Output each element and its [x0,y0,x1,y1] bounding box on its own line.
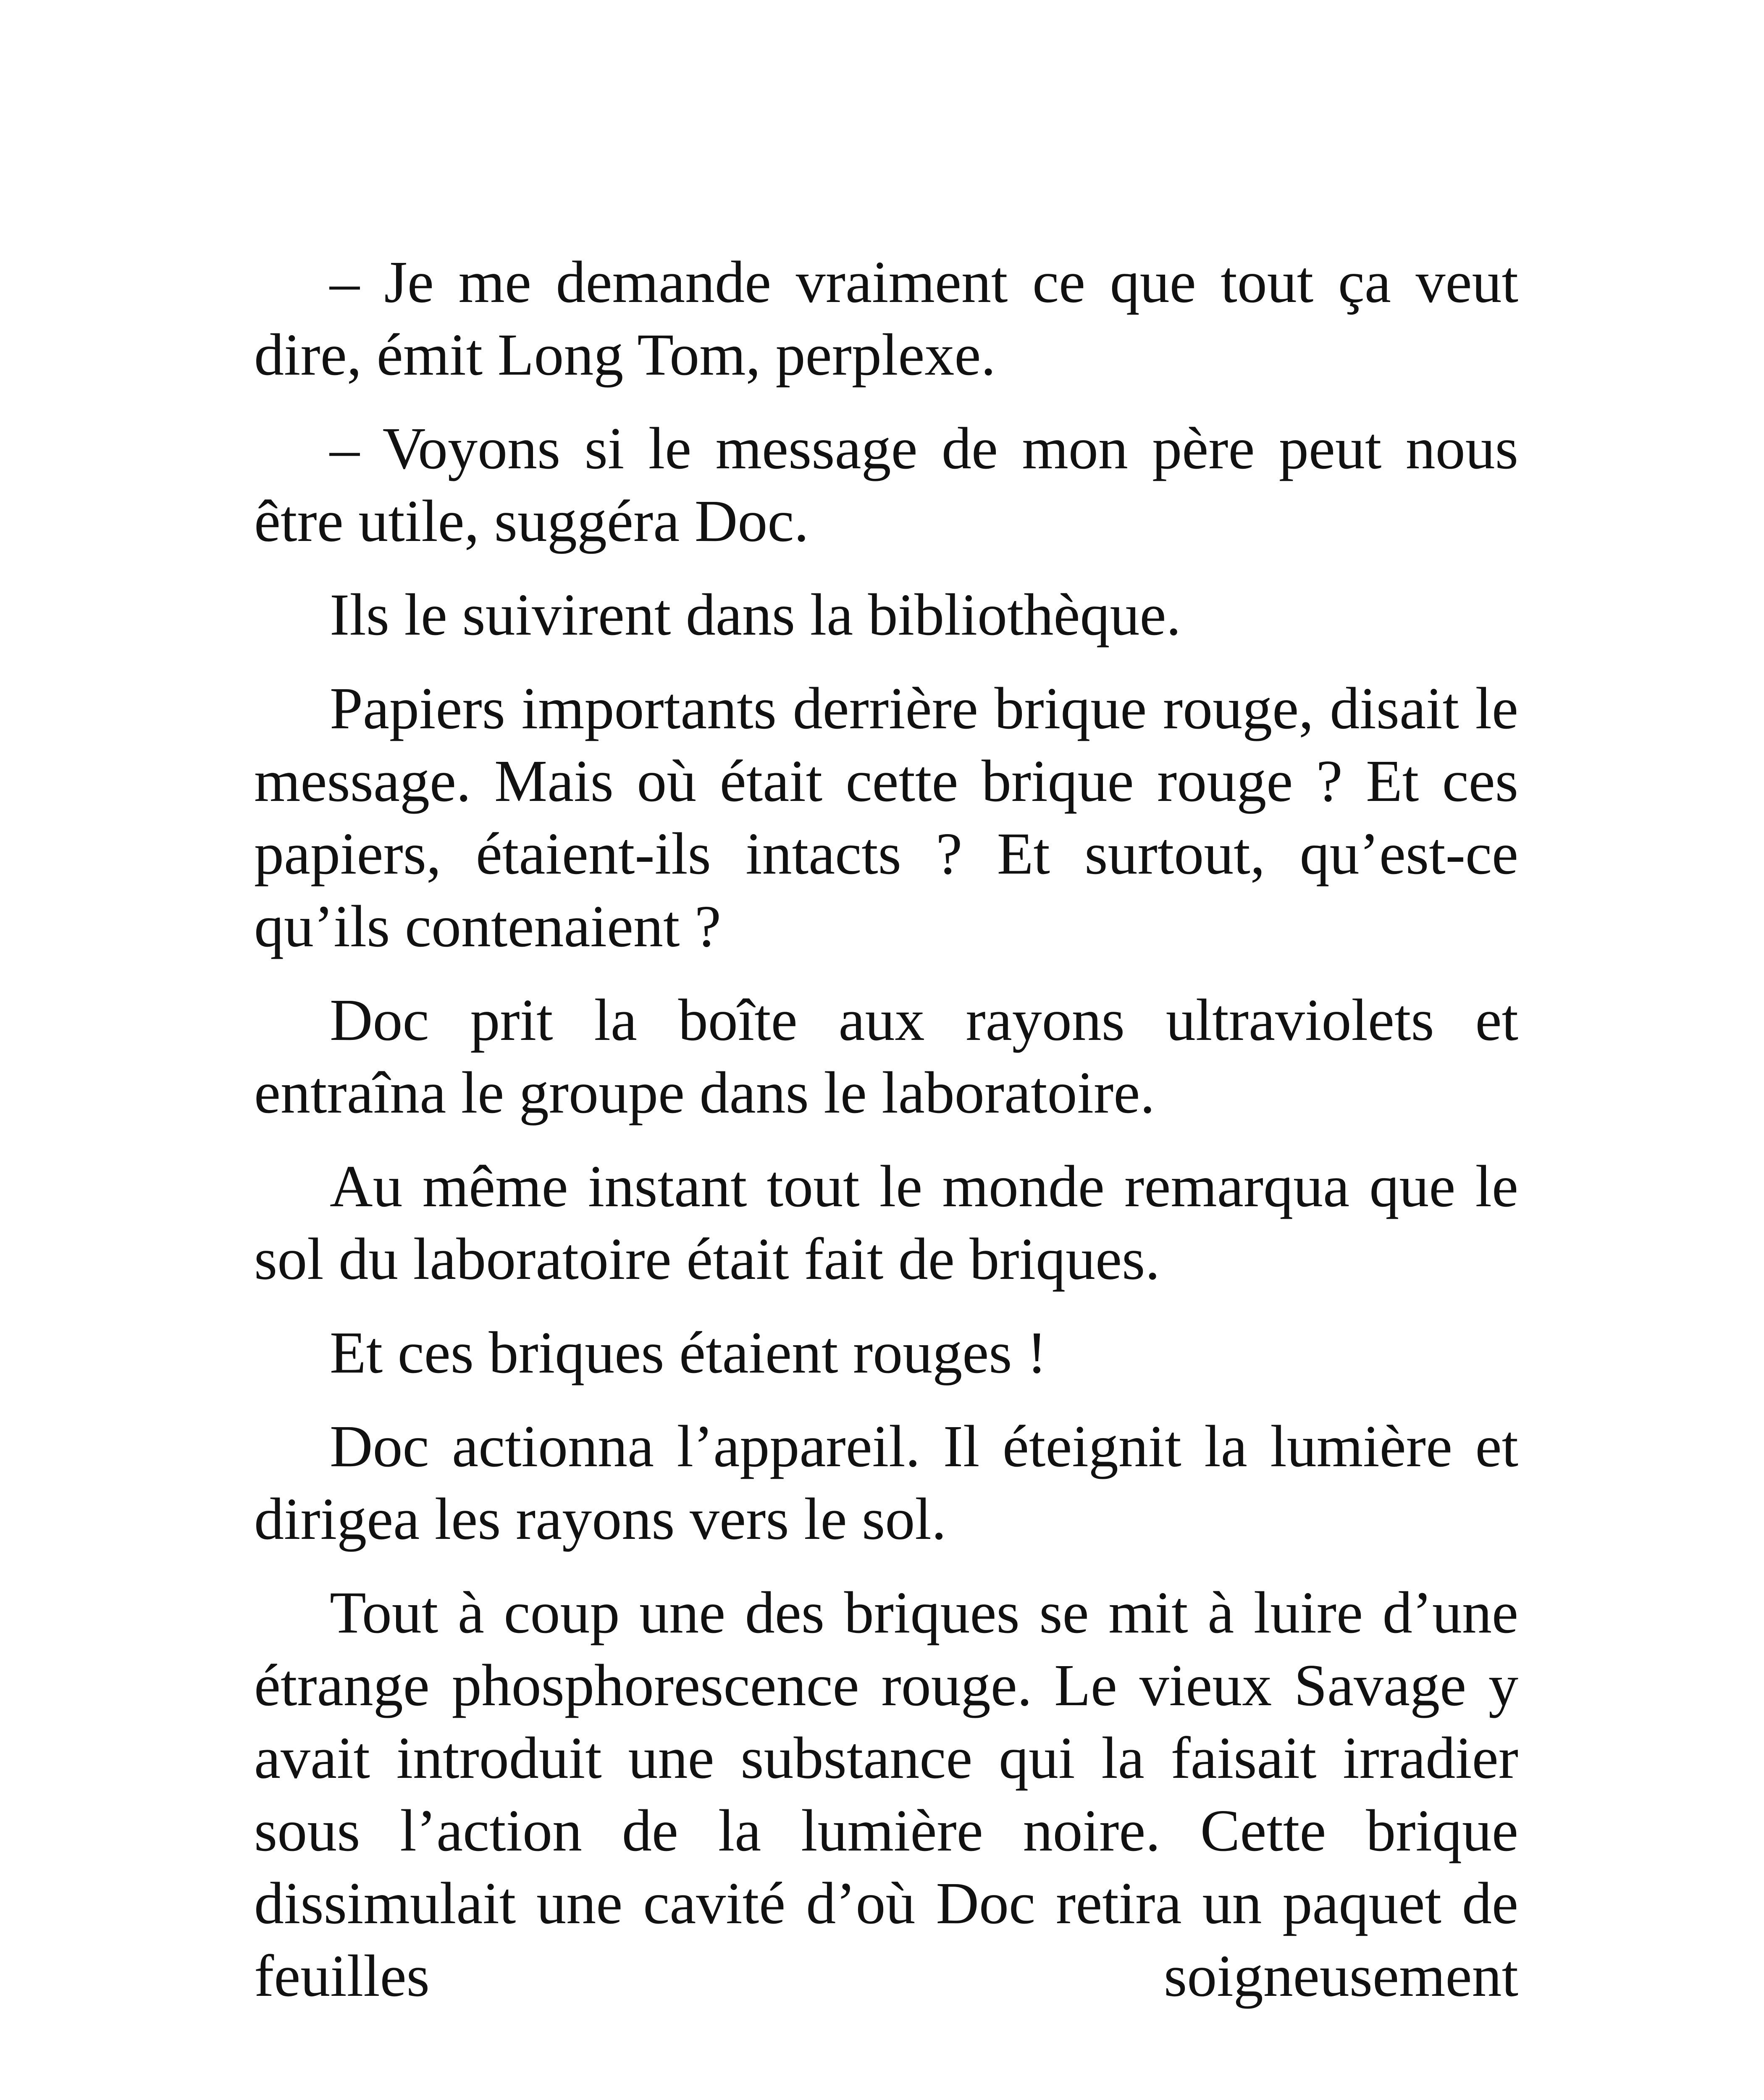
paragraph-5: Doc prit la boîte aux rayons ultraviolets et entraîna le groupe dans le laboratoire. [254,987,1518,1126]
paragraph-3: Ils le suivirent dans la bibliothèque. [330,581,1181,648]
paragraph-4: Papiers importants derrière brique rouge, disait le message. Mais où était cette brique rouge ? Et ces papiers, étaient-ils intacts ? Et surtout, qu’est-ce qu’ils contenaient ? [254,675,1518,959]
paragraph-6: Au même instant tout le monde remarqua que le sol du laboratoire était fait de briques. [254,1153,1518,1292]
paragraph-7: Et ces briques étaient rouges ! [330,1319,1047,1386]
paragraph-1: – Je me demande vraiment ce que tout ça veut dire, émit Long Tom, perplexe. [254,249,1518,388]
paragraph-8: Doc actionna l’appareil. Il éteignit la lumière et dirigea les rayons vers le sol. [254,1413,1518,1552]
paragraph-9: Tout à coup une des briques se mit à luire d’une étrange phosphorescence rouge. Le vieux Savage y avait introduit une substance qui la faisait irradier sous l’action de la lumière noire. Cette brique dissimulait une cavité d’où Doc retira un paquet de feuilles soigneusement [254,1579,1518,2009]
body-text [254,246,1518,2012]
paragraph-2: – Voyons si le message de mon père peut nous être utile, suggéra Doc. [254,415,1518,554]
